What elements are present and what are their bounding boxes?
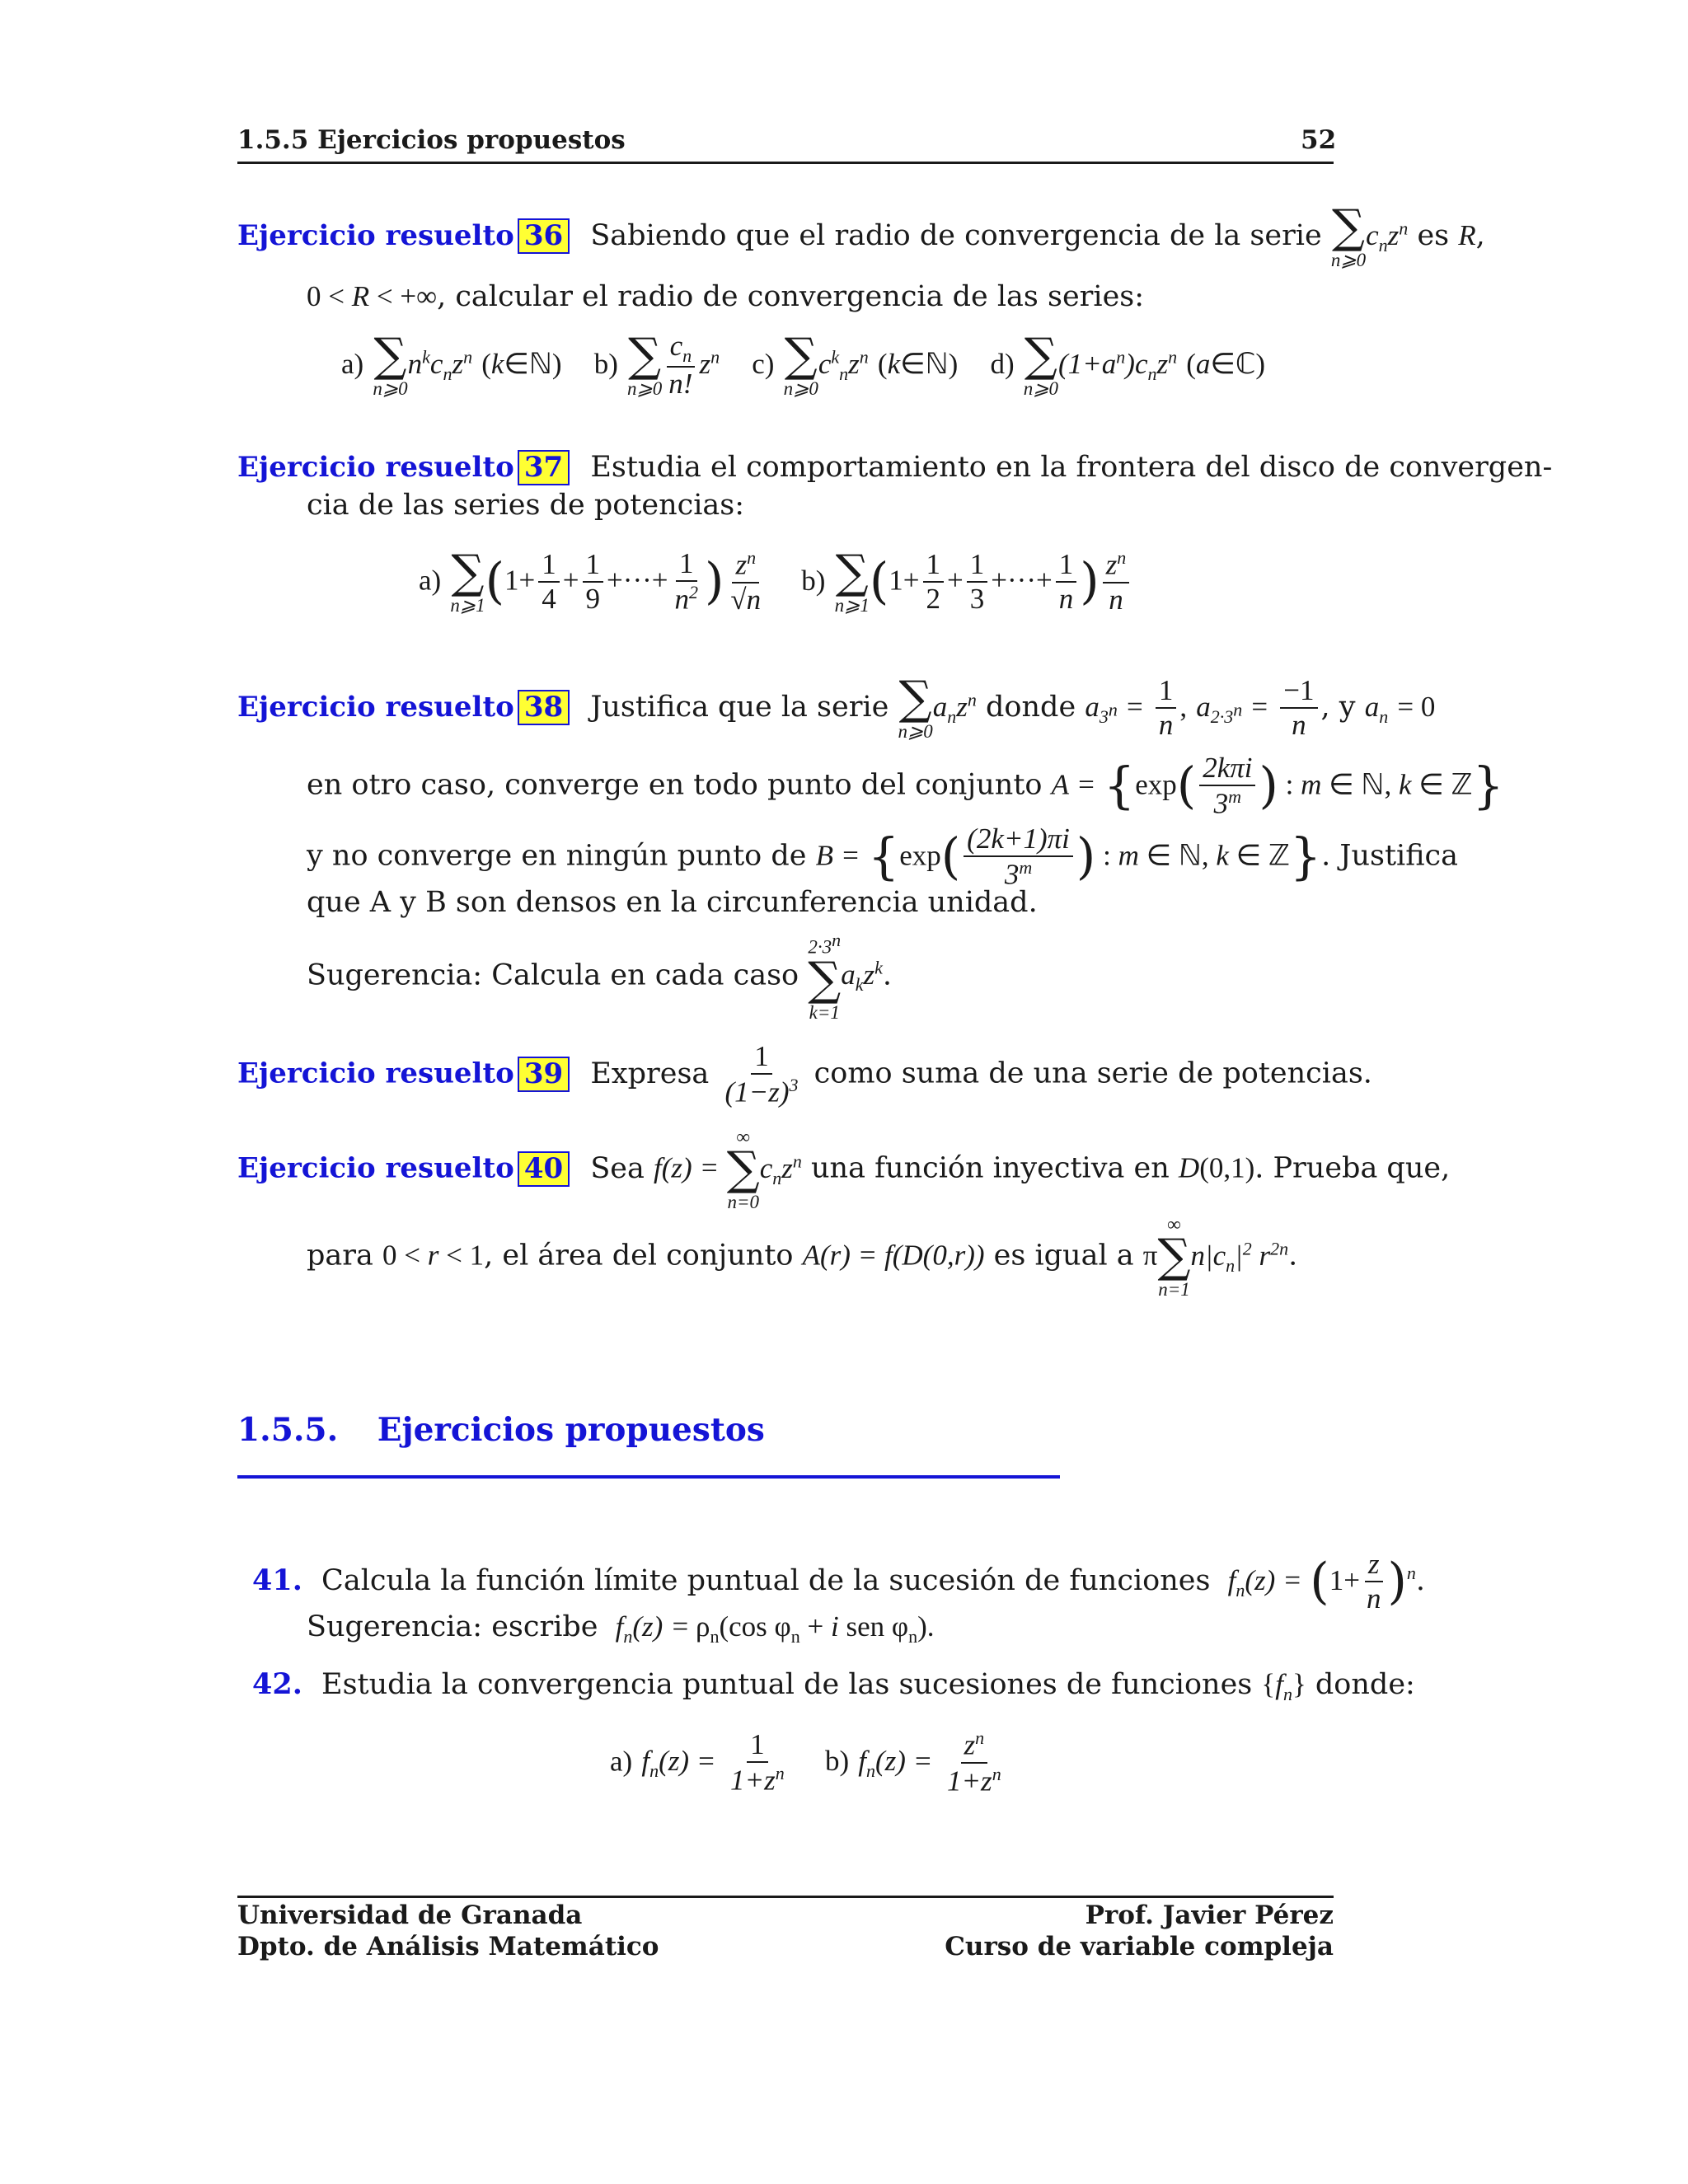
exercise-number: 41. — [252, 1563, 302, 1597]
exercise-number-badge[interactable]: 39 — [518, 1057, 570, 1092]
exercise-text: una función inyectiva en — [811, 1151, 1170, 1185]
page-number: 52 — [1301, 125, 1337, 155]
exercise-text: como suma de una serie de potencias. — [814, 1057, 1372, 1090]
exercise-38: Ejercicio resuelto 38 Justifica que la serie ∑ n⩾0 $a_nz^n$ donde $a_{3^n}$ = $\frac{1}{n}$ , $a_{2\cdot 3^n}$ = $\frac{-1}{n}$ , y $a_n = 0$ — [237, 671, 1436, 742]
section-number: 1.5.5. — [237, 1411, 339, 1449]
exercise-text: Sea — [590, 1151, 645, 1185]
exercise-text-end: es — [1417, 219, 1450, 252]
exercise-text: donde: — [1315, 1668, 1415, 1701]
section-heading — [237, 1411, 765, 1449]
exercise-text: . Prueba que, — [1254, 1151, 1451, 1185]
exercise-number-badge[interactable]: 38 — [518, 690, 570, 725]
exercise-label[interactable]: Ejercicio resuelto — [237, 690, 514, 724]
exercise-text: Sabiendo que el radio de convergencia de la serie — [590, 219, 1322, 252]
hint-text: Sugerencia: escribe — [307, 1610, 598, 1643]
exercise-text: Justifica que la serie — [590, 690, 889, 724]
header-rule — [237, 162, 1334, 164]
exercise-number-badge[interactable]: 37 — [518, 450, 570, 485]
footer-rule — [237, 1896, 1334, 1898]
exercise-39: Ejercicio resuelto 39 Expresa $\frac{1}{(1-z)^3}$ como suma de una serie de potencias. — [237, 1040, 1372, 1108]
exercise-text: Expresa — [590, 1057, 710, 1090]
exercise-36-formulas: a) ∑ n⩾0 $n^kc_nz^n$ (k∈ℕ) b) ∑ n⩾0 $\frac{c_n}{n!}$ $z^n$ c) ∑ n⩾0 $c^k_nz^n$ (k∈ℕ) d) ∑ n⩾0 $(1+a^n)c_nz^n$ (a∈ℂ) — [341, 328, 1266, 401]
exercise-37-line2: cia de las series de potencias: — [307, 489, 745, 522]
exercise-36-line2 — [307, 279, 1144, 316]
exercise-text: en otro caso, converge en todo punto del conjunto — [307, 768, 1043, 802]
footer-right-1: Prof. Javier Pérez — [1085, 1900, 1334, 1930]
exercise-38-line4: que A y B son densos en la circunferencia unidad. — [307, 886, 1038, 919]
proposed-exercise-41-hint: Sugerencia: escribe $f_n(z) = \rho_n(\cos$ $\varphi_n + i$ sen $\varphi_n$). — [307, 1610, 935, 1647]
exercise-38-line3: y no converge en ningún punto de B = {exp( $\frac{(2k+1)\pi i}{3^m}$ ) : m ∈ ℕ, k ∈ ℤ}. Justifica — [307, 823, 1459, 891]
exercise-40-line2: para 0 < r < 1, el área del conjunto A(r) = f(D(0,r)) es igual a π ∞ ∑ n=1 $n|c_n|^2$ $r^{2n}$. — [307, 1214, 1298, 1300]
exercise-text: donde — [986, 690, 1076, 724]
exercise-number-badge[interactable]: 36 — [518, 218, 570, 254]
footer-right-2: Curso de variable compleja — [945, 1932, 1334, 1961]
exercise-36: Ejercicio resuelto 36 Sabiendo que el radio de convergencia de la serie ∑ n⩾0 $c_nz^n$ es R, — [237, 200, 1485, 270]
sum-symbol: ∑ n⩾0 — [1330, 200, 1367, 270]
exercise-38-hint: Sugerencia: Calcula en cada caso $2\cdot 3^n$ ∑ k=1 $a_kz^k$. — [307, 930, 893, 1023]
proposed-exercise-42: 42. Estudia la convergencia puntual de las sucesiones de funciones $\{f_n\}$ donde: — [252, 1667, 1415, 1704]
math-expression: $c_nz^n$ — [1366, 218, 1409, 255]
exercise-37-formulas: a) ∑ n⩾1 (1+ $\frac{1}{4}$ + $\frac{1}{9}$ +···+ $\frac{1}{n^2}$ ) $\frac{z^n}{√n}$ b) ∑ n⩾1 (1+ $\frac{1}{2}$ + $\frac{1}{3}$ +···+ $\frac{1}{n}$ ) $\frac{z^n}{n}$ — [419, 547, 1132, 616]
proposed-exercise-41: 41. Calcula la función límite puntual de la sucesión de funciones $f_n(z) = (1+$ $\frac{z}{n}$ )$^n$. — [252, 1548, 1426, 1615]
footer-left-1: Universidad de Granada — [237, 1900, 583, 1930]
exercise-number-badge[interactable]: 40 — [518, 1151, 570, 1187]
exercise-text: , y — [1320, 690, 1356, 724]
exercise-text: y no converge en ningún punto de — [307, 839, 807, 873]
section-title: Ejercicios propuestos — [377, 1411, 765, 1449]
exercise-label[interactable]: Ejercicio resuelto — [237, 219, 514, 252]
exercise-text: para — [307, 1239, 373, 1272]
exercise-text: . Justifica — [1321, 839, 1459, 873]
math-expression: R — [1458, 219, 1476, 251]
running-header-title: 1.5.5 Ejercicios propuestos — [237, 125, 626, 155]
exercise-text: es igual a — [993, 1239, 1134, 1272]
footer-left-2: Dpto. de Análisis Matemático — [237, 1932, 659, 1961]
exercise-40: Ejercicio resuelto 40 Sea f(z) = ∞ ∑ n=0 $c_nz^n$ una función inyectiva en D(0,1). Prueba que, — [237, 1127, 1451, 1212]
proposed-exercise-42-formulas: a) $f_n(z)$ = $\frac{1}{1+z^n}$ b) $f_n(z)$ = $\frac{z^n}{1+z^n}$ — [610, 1727, 1001, 1797]
exercise-label[interactable]: Ejercicio resuelto — [237, 1151, 514, 1185]
exercise-text: , el área del conjunto — [484, 1239, 794, 1272]
section-rule — [237, 1475, 1060, 1479]
exercise-text: Estudia el comportamiento en la frontera del disco de convergen- — [590, 451, 1553, 484]
exercise-37 — [237, 450, 1552, 486]
exercise-label[interactable]: Ejercicio resuelto — [237, 451, 514, 484]
exercise-text: Calcula la función límite puntual de la sucesión de funciones — [321, 1563, 1211, 1597]
exercise-38-line2: en otro caso, converge en todo punto del conjunto A = {exp( $\frac{\text{2kπi}}{3^m}$ ) : m ∈ ℕ, k ∈ ℤ} — [307, 752, 1504, 820]
exercise-label[interactable]: Ejercicio resuelto — [237, 1057, 514, 1090]
exercise-text: , calcular el radio de convergencia de las series: — [437, 280, 1145, 313]
exercise-text: Estudia la convergencia puntual de las sucesiones de funciones — [321, 1668, 1253, 1701]
exercise-number: 42. — [252, 1667, 302, 1701]
math-expression: 0 < R < +∞ — [307, 280, 438, 312]
hint-text: Sugerencia: Calcula en cada caso — [307, 958, 799, 992]
